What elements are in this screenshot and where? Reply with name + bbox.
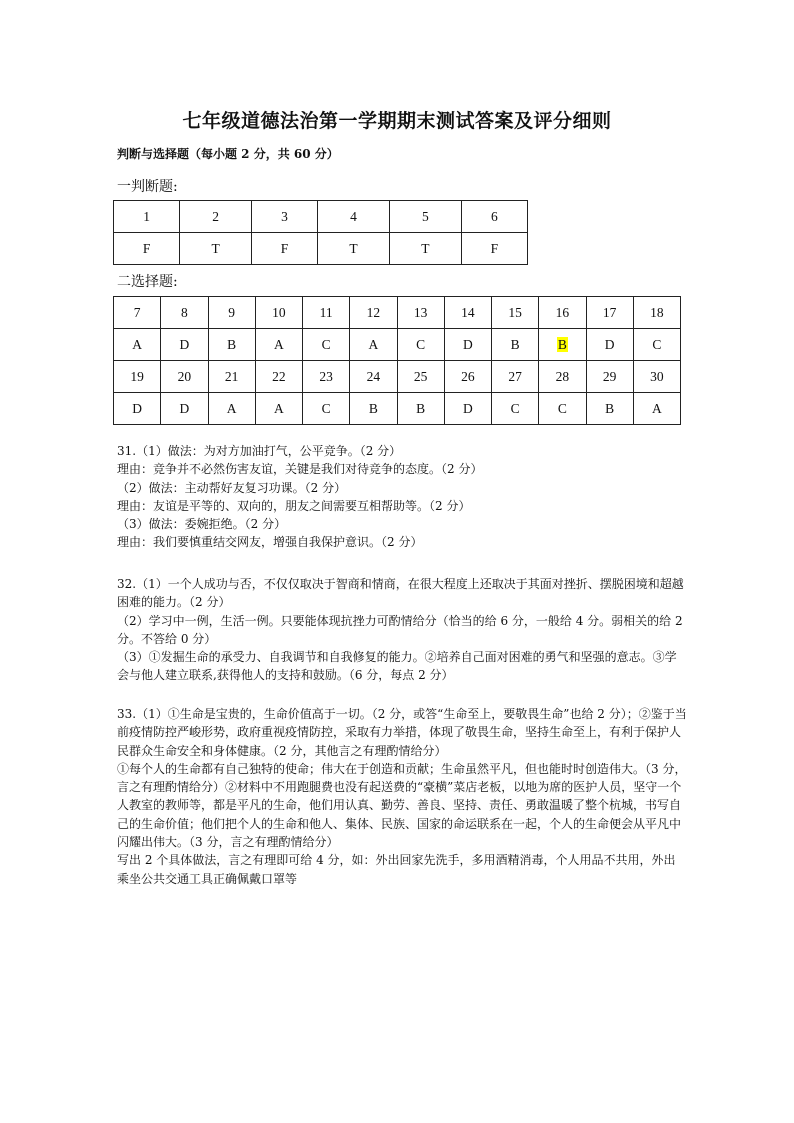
choice-answer: A (255, 329, 302, 361)
judge-number: 4 (318, 201, 390, 233)
answer-31-line: （2）做法：主动帮好友复习功课。（2 分） (117, 480, 347, 495)
answer-32-part: （2）学习中一例，生活一例。只要能体现抗挫力可酌情给分（恰当的给 6 分，一般给 4 分。弱相关的给 2 分。不答给 0 分） (117, 613, 683, 646)
judge-number: 6 (461, 201, 527, 233)
answer-33 (117, 705, 687, 888)
choice-number: 15 (492, 297, 539, 329)
choice-answer: B (350, 393, 397, 425)
page-title: 七年级道德法治第一学期期末测试答案及评分细则 (182, 110, 612, 132)
judge-answer: F (114, 233, 180, 265)
judge-answer: T (389, 233, 461, 265)
choice-number: 19 (114, 361, 161, 393)
choice-number: 21 (208, 361, 255, 393)
choice-answer: A (114, 329, 161, 361)
answer-33-part: ①每个人的生命都有自己独特的使命；伟大在于创造和贡献；生命虽然平凡，但也能时时创造伟大。（3 分，言之有理酌情给分）②材料中不用跑腿费也没有起送费的“豪横”菜店老板，以地为席的医护人员，坚守一个人教室的教师等，都是平凡的生命，他们用认真、勤劳、善良、坚持、责任、勇敢温暖了整个杭城，书写自己的生命价值；他们把个人的生命和他人、集体、民族、国家的命运联系在一起，个人的生命便会从平凡中闪耀出伟大。（3 分，言之有理酌情给分） (117, 761, 687, 850)
choice-number: 26 (444, 361, 491, 393)
choice-answer: A (208, 393, 255, 425)
judge-answer: T (180, 233, 252, 265)
choice-answer: D (161, 393, 208, 425)
choice-answer: C (633, 329, 680, 361)
choice-number: 12 (350, 297, 397, 329)
choice-number: 16 (539, 297, 586, 329)
choice-answer: D (114, 393, 161, 425)
answer-31-line: 31.（1）做法：为对方加油打气，公平竞争。（2 分） (117, 444, 402, 458)
answer-31-line: 理由：友谊是平等的、双向的，朋友之间需要互相帮助等。（2 分） (117, 498, 471, 513)
choice-number: 7 (114, 297, 161, 329)
choice-number: 23 (303, 361, 350, 393)
choice-answer: C (303, 329, 350, 361)
choice-answer: A (255, 393, 302, 425)
judge-number: 1 (114, 201, 180, 233)
choice-label: 二选择题: (117, 274, 178, 290)
choice-answer: C (539, 393, 586, 425)
choice-number: 14 (444, 297, 491, 329)
choice-number: 11 (303, 297, 350, 329)
answer-32-part: 32.（1）一个人成功与否，不仅仅取决于智商和情商，在很大程度上还取决于其面对挫折、摆脱困境和超越困难的能力。（2 分） (117, 577, 684, 610)
answer-31-line: 理由：我们要慎重结交网友，增强自我保护意识。（2 分） (117, 535, 423, 550)
choice-number: 25 (397, 361, 444, 393)
choice-answer: B (492, 329, 539, 361)
choice-answer-highlighted (539, 329, 586, 361)
answer-32 (117, 575, 687, 685)
choice-number: 20 (161, 361, 208, 393)
choice-answer: C (492, 393, 539, 425)
choice-answer: D (444, 329, 491, 361)
choice-number: 29 (586, 361, 633, 393)
answer-33-part: 33.（1）①生命是宝贵的，生命价值高于一切。（2 分，或答“生命至上，要敬畏生命”也给 2 分）；②鉴于当前疫情防控严峻形势，政府重视疫情防控，采取有力举措，体现了敬畏生命，坚持生命至上，有利于保护人民群众生命安全和身体健康。（2 分，其他言之有理酌情给分） (117, 707, 687, 758)
judge-number: 5 (389, 201, 461, 233)
choice-number: 17 (586, 297, 633, 329)
section-subtitle: 判断与选择题（每小题 2 分，共 60 分） (117, 147, 339, 161)
judge-answer: T (318, 233, 390, 265)
choice-answer: A (350, 329, 397, 361)
choice-answer: B (397, 393, 444, 425)
judge-answer: F (461, 233, 527, 265)
choice-number: 9 (208, 297, 255, 329)
choice-answer: A (633, 393, 680, 425)
judge-answer: F (251, 233, 317, 265)
choice-number: 22 (255, 361, 302, 393)
choice-answer: C (397, 329, 444, 361)
choice-number: 30 (633, 361, 680, 393)
choice-table (113, 296, 681, 425)
judge-number: 2 (180, 201, 252, 233)
judge-number: 3 (251, 201, 317, 233)
choice-answer: D (444, 393, 491, 425)
choice-answer: D (586, 329, 633, 361)
choice-number: 8 (161, 297, 208, 329)
choice-answer: B (208, 329, 255, 361)
choice-answer: C (303, 393, 350, 425)
choice-number: 28 (539, 361, 586, 393)
answer-32-part: （3）①发掘生命的承受力、自我调节和自我修复的能力。②培养自己面对困难的勇气和坚强的意志。③学会与他人建立联系,获得他人的支持和鼓励。（6 分，每点 2 分） (117, 650, 677, 683)
choice-answer: D (161, 329, 208, 361)
highlighted-answer: B (557, 336, 567, 352)
answer-31-line: （3）做法：委婉拒绝。（2 分） (117, 517, 287, 532)
choice-number: 18 (633, 297, 680, 329)
answer-31-line: 理由：竞争并不必然伤害友谊，关键是我们对待竞争的态度。（2 分） (117, 462, 483, 477)
choice-number: 24 (350, 361, 397, 393)
choice-answer: B (586, 393, 633, 425)
choice-number: 27 (492, 361, 539, 393)
judge-label: 一判断题: (117, 179, 178, 195)
choice-number: 13 (397, 297, 444, 329)
answer-31 (117, 442, 687, 552)
judge-table (113, 200, 528, 265)
answer-33-part: 写出 2 个具体做法，言之有理即可给 4 分，如：外出回家先洗手，多用酒精消毒，个人用品不共用，外出乘坐公共交通工具正确佩戴口罩等 (117, 853, 676, 886)
choice-number: 10 (255, 297, 302, 329)
